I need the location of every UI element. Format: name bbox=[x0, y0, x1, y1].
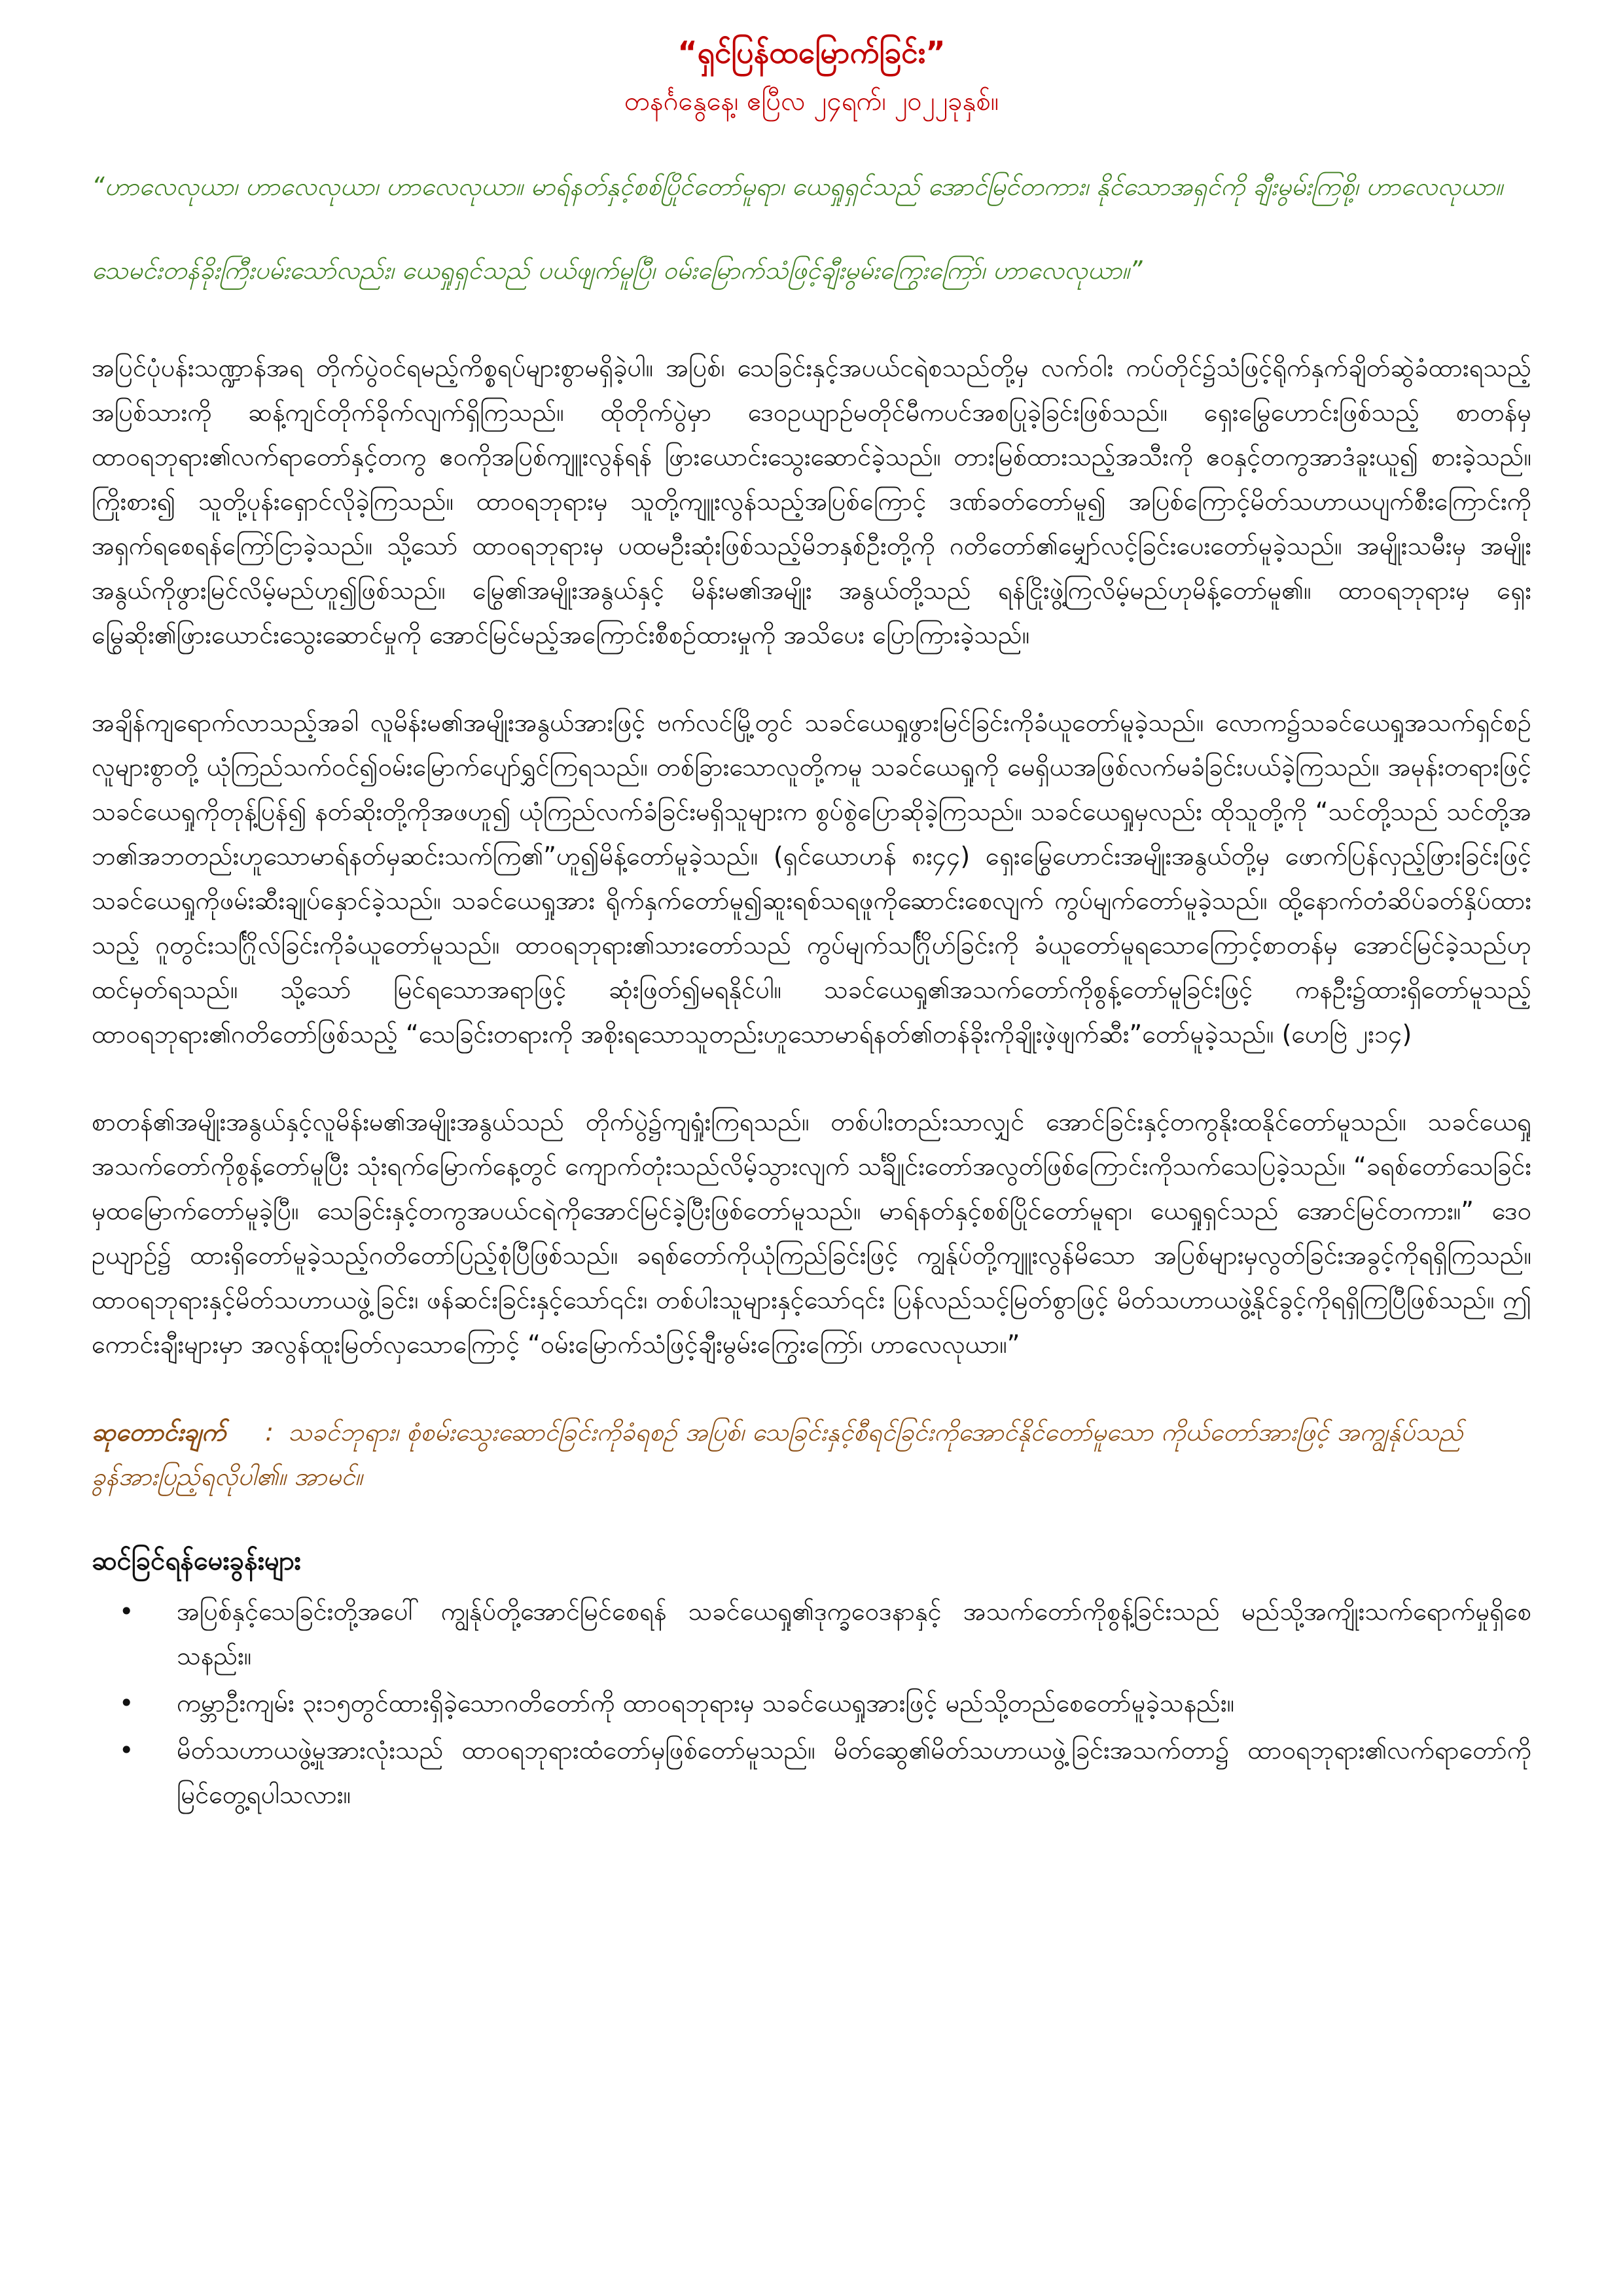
prayer-label: ဆုတောင်းချက် bbox=[92, 1418, 226, 1446]
list-item bbox=[92, 1589, 1531, 1678]
prayer-section bbox=[92, 1410, 1531, 1499]
question-text: မိတ်သဟာယဖွဲ့မှုအားလုံးသည် ထာဝရဘုရားထံတော်မှဖြစ်တော်မူသည်။ မိတ်ဆွေ၏မိတ်သဟာယဖွဲ့ခြင်းအသက်တာ၌ ထာဝရဘုရား၏လက်ရာတော်ကိုမြင်တွေ့ရပါသလား။ bbox=[177, 1736, 1531, 1809]
hymn-verse-2: သေမင်းတန်ခိုးကြီးပမ်းသော်လည်း၊ ယေရှုရှင်သည် ပယ်ဖျက်မူပြီ၊ ဝမ်းမြောက်သံဖြင့်ချီးမွမ်းကြွေးကြော်၊ ဟာလေလုယာ။” bbox=[92, 256, 1143, 285]
page-title: “ရှင်ပြန်ထမြောက်ခြင်း” bbox=[677, 35, 946, 70]
body-paragraph-3: စာတန်၏အမျိုးအနွယ်နှင့်လူမိန်းမ၏အမျိုးအနွယ်သည် တိုက်ပွဲ၌ကျရှုံးကြရသည်။ တစ်ပါးတည်းသာလျှင် အောင်ခြင်းနှင့်တကွနိုးထနိုင်တော်မူသည်။ သခင်ယေရှုအသက်တော်ကိုစွန့်တော်မူပြီး သုံးရက်မြောက်နေ့တွင် ကျောက်တုံးသည်လိမ့်သွားလျက် သင်္ချိုင်းတော်အလွတ်ဖြစ်ကြောင်းကိုသက်သေပြခဲ့သည်။ “ခရစ်တော်သေခြင်းမှထမြောက်တော်မူခဲ့ပြီ။ သေခြင်းနှင့်တကွအပယ်ငရဲကိုအောင်မြင်ခဲ့ပြီးဖြစ်တော်မူသည်။ မာရ်နတ်နှင့်စစ်ပြိုင်တော်မူရာ၊ ယေရှုရှင်သည် အောင်မြင်တကား။” ဒေဝဥယျာဉ်၌ ထားရှိတော်မူခဲ့သည့်ဂတိတော်ပြည့်စုံပြီဖြစ်သည်။ ခရစ်တော်ကိုယုံကြည်ခြင်းဖြင့် ကျွန်ုပ်တို့ကျူးလွန်မိသော အပြစ်များမှလွတ်ခြင်းအခွင့်ကိုရရှိကြသည်။ ထာဝရဘုရားနှင့်မိတ်သဟာယဖွဲ့ခြင်း၊ ဖန်ဆင်းခြင်းနှင့်သော်၎င်း၊ တစ်ပါးသူများနှင့်သော်၎င်း ပြန်လည်သင့်မြတ်စွာဖြင့် မိတ်သဟာယဖွဲ့နိုင်ခွင့်ကိုရရှိကြပြီဖြစ်သည်။ ဤကောင်းချီးများမှာ အလွန်ထူးမြတ်လှသောကြောင့် “ဝမ်းမြောက်သံဖြင့်ချီးမွမ်းကြွေးကြော်၊ ဟာလေလုယာ။” bbox=[92, 1107, 1531, 1359]
list-item bbox=[92, 1728, 1531, 1817]
date-line: တနင်္ဂနွေနေ့၊ ဧပြီလ ၂၄ရက်၊ ၂၀၂၂ခုနှစ်။ bbox=[624, 86, 999, 117]
bullet-icon: • bbox=[119, 1736, 134, 1765]
question-text: အပြစ်နှင့်သေခြင်းတို့အပေါ် ကျွန်ုပ်တို့အောင်မြင်စေရန် သခင်ယေရှု၏ဒုက္ခဝေဒနာနှင့် အသက်တော်ကိုစွန့်ခြင်းသည် မည်သို့အကျိုးသက်ရောက်မှုရှိစေသနည်း။ bbox=[177, 1597, 1531, 1670]
body-paragraph-1: အပြင်ပုံပန်းသဏ္ဍာန်အရ တိုက်ပွဲဝင်ရမည့်ကိစ္စရပ်များစွာမရှိခဲ့ပါ။ အပြစ်၊ သေခြင်းနှင့်အပယ်ငရဲစသည်တို့မှ လက်ဝါး ကပ်တိုင်၌သံဖြင့်ရိုက်နှက်ချိတ်ဆွဲခံထားရသည့် အပြစ်သားကို ဆန့်ကျင်တိုက်ခိုက်လျက်ရှိကြသည်။ ထိုတိုက်ပွဲမှာ ဒေဝဥယျာဉ်မတိုင်မီကပင်အစပြုခဲ့ခြင်းဖြစ်သည်။ ရှေးမြွေဟောင်းဖြစ်သည့် စာတန်မှ ထာဝရဘုရား၏လက်ရာတော်နှင့်တကွ ဧဝကိုအပြစ်ကျူးလွန်ရန် ဖြားယောင်းသွေးဆောင်ခဲ့သည်။ တားမြစ်ထားသည့်အသီးကို ဧဝနှင့်တကွအာဒံခူးယူ၍ စားခဲ့သည်။ ကြိုးစား၍ သူတို့ပုန်းရှောင်လိုခဲ့ကြသည်။ ထာဝရဘုရားမှ သူတို့ကျူးလွန်သည့်အပြစ်ကြောင့် ဒဏ်ခတ်တော်မူ၍ အပြစ်ကြောင့်မိတ်သဟာယပျက်စီးကြောင်းကို အရှက်ရစေရန်ကြော်ငြာခဲ့သည်။ သို့သော် ထာဝရဘုရားမှ ပထမဦးဆုံးဖြစ်သည့်မိဘနှစ်ဦးတို့ကို ဂတိတော်၏မျှော်လင့်ခြင်းပေးတော်မူခဲ့သည်။ အမျိုးသမီးမှ အမျိုးအနွယ်ကိုဖွားမြင်လိမ့်မည်ဟူ၍ဖြစ်သည်။ မြွေ၏အမျိုးအနွယ်နှင့် မိန်းမ၏အမျိုး အနွယ်တို့သည် ရန်ငြိုးဖွဲ့ကြလိမ့်မည်ဟုမိန့်တော်မူ၏။ ထာဝရဘုရားမှ ရှေးမြွေဆိုး၏ဖြားယောင်းသွေးဆောင်မှုကို အောင်မြင်မည့်အကြောင်းစီစဉ်ထားမှုကို အသိပေး ပြောကြားခဲ့သည်။ bbox=[92, 353, 1531, 649]
questions-heading: ဆင်ခြင်ရန်မေးခွန်းများ bbox=[92, 1546, 301, 1576]
prayer-text: သခင်ဘုရား၊ စုံစမ်းသွေးဆောင်ခြင်းကိုခံရစဉ် အပြစ်၊ သေခြင်းနှင့်စီရင်ခြင်းကိုအောင်နိုင်တော်မူသော ကိုယ်တော်အားဖြင့် အကျွန်ုပ်သည် ခွန်အားပြည့်ရလိုပါ၏။ အာမင်။ bbox=[92, 1418, 1463, 1491]
prayer-separator: : bbox=[265, 1418, 274, 1446]
header bbox=[92, 26, 1531, 124]
questions-list bbox=[92, 1589, 1531, 1817]
page bbox=[92, 26, 1531, 1820]
question-text: ကမ္ဘာဦးကျမ်း ၃း၁၅တွင်ထားရှိခဲ့သောဂတိတော်ကို ထာဝရဘုရားမှ သခင်ယေရှုအားဖြင့် မည်သို့တည်စေတော်မူခဲ့သနည်း။ bbox=[177, 1689, 1235, 1717]
list-item bbox=[92, 1681, 1531, 1725]
body-paragraph-2: အချိန်ကျရောက်လာသည့်အခါ လူမိန်းမ၏အမျိုးအနွယ်အားဖြင့် ဗက်လင်မြို့တွင် သခင်ယေရှုဖွားမြင်ခြင်းကိုခံယူတော်မူခဲ့သည်။ လောက၌သခင်ယေရှုအသက်ရှင်စဉ် လူများစွာတို့ ယုံကြည်သက်ဝင်၍ဝမ်းမြောက်ပျော်ရွှင်ကြရသည်။ တစ်ခြားသောလူတို့ကမူ သခင်ယေရှုကို မေရှိယအဖြစ်လက်မခံခြင်းပယ်ခဲ့ကြသည်။ အမုန်းတရားဖြင့် သခင်ယေရှုကိုတုန့်ပြန်၍ နတ်ဆိုးတို့ကိုအဖဟူ၍ ယုံကြည်လက်ခံခြင်းမရှိသူများက စွပ်စွဲပြောဆိုခဲ့ကြသည်။ သခင်ယေရှုမှလည်း ထိုသူတို့ကို “သင်တို့သည် သင်တို့အဘ၏အဘတည်းဟူသောမာရ်နတ်မှဆင်းသက်ကြ၏”ဟူ၍မိန့်တော်မူခဲ့သည်။ (ရှင်ယောဟန် ၈း၄၄) ရှေးမြွေဟောင်းအမျိုးအနွယ်တို့မှ ဖောက်ပြန်လှည့်ဖြားခြင်းဖြင့် သခင်ယေရှုကိုဖမ်းဆီးချုပ်နှောင်ခဲ့သည်။ သခင်ယေရှုအား ရိုက်နှက်တော်မူ၍ဆူးရစ်သရဖူကိုဆောင်းစေလျက် ကွပ်မျက်တော်မူခဲ့သည်။ ထို့နောက်တံဆိပ်ခတ်နှိပ်ထားသည့် ဂူတွင်းသင်္ဂြိုလ်ခြင်းကိုခံယူတော်မူသည်။ ထာဝရဘုရား၏သားတော်သည် ကွပ်မျက်သင်္ဂြိုဟ်ခြင်းကို ခံယူတော်မူရသောကြောင့်စာတန်မှ အောင်မြင်ခဲ့သည်ဟုထင်မှတ်ရသည်။ သို့သော် မြင်ရသောအရာဖြင့် ဆုံးဖြတ်၍မရနိုင်ပါ။ သခင်ယေရှု၏အသက်တော်ကိုစွန့်တော်မူခြင်းဖြင့် ကနဦး၌ထားရှိတော်မူသည့်ထာဝရဘုရား၏ဂတိတော်ဖြစ်သည့် “သေခြင်းတရားကို အစိုးရသောသူတည်းဟူသောမာရ်နတ်၏တန်ခိုးကိုချိုးဖဲ့ဖျက်ဆီး”တော်မူခဲ့သည်။ (ဟေဗြဲ ၂း၁၄) bbox=[92, 708, 1531, 1049]
hymn-verse-1: “ဟာလေလုယာ၊ ဟာလေလုယာ၊ ဟာလေလုယာ။ မာရ်နတ်နှင့်စစ်ပြိုင်တော်မူရာ၊ ယေရှုရှင်သည် အောင်မြင်တကား၊ နိုင်သောအရှင်ကို ချီးမွမ်းကြစို့၊ ဟာလေလုယာ။ bbox=[92, 172, 1503, 201]
bullet-icon: • bbox=[119, 1597, 134, 1626]
bullet-icon: • bbox=[119, 1689, 134, 1717]
